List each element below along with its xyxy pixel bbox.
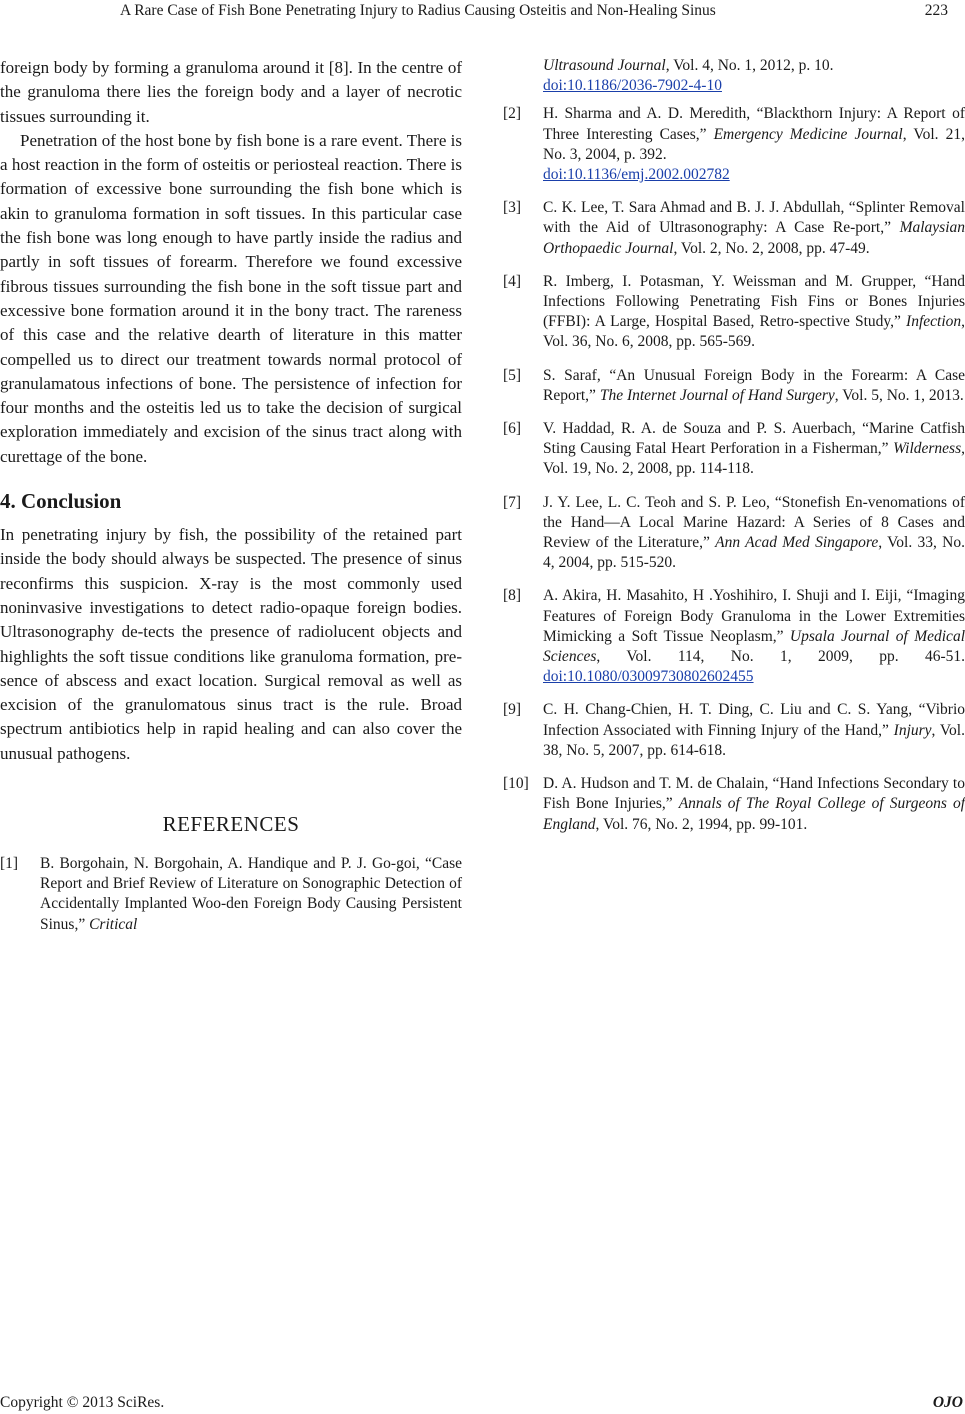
reference-number: [1] (0, 855, 19, 873)
references-list-left (0, 854, 462, 935)
reference-details: , Vol. 38, No. 5, 2007, pp. 614-618. (543, 721, 965, 759)
reference-journal: Upsala Journal of Medical Sciences (543, 627, 965, 666)
reference-journal: Ultrasound Journal (543, 57, 666, 74)
paragraph-continuation: foreign body by forming a granuloma around it [8]. In the centre of the granuloma there lies the foreign body and a layer of necrotic tissues surrounding it. (0, 58, 462, 126)
reference-details: , Vol. 114, No. 1, 2009, pp. 46-51. (596, 648, 965, 666)
reference-number: [7] (503, 493, 522, 511)
reference-number: [10] (503, 775, 529, 793)
reference-details: , Vol. 5, No. 1, 2013. (834, 386, 964, 404)
reference-details: , Vol. 19, No. 2, 2008, pp. 114-118. (543, 440, 965, 478)
reference-item-2 (503, 104, 965, 185)
copyright-notice: Copyright © 2013 SciRes. (0, 1394, 165, 1411)
reference-text: V. Haddad, R. A. de Souza and P. S. Auerbach, “Marine Catfish Sting Causing Fatal Heart Perforation in a Fisherman,” (543, 420, 965, 458)
reference-text: S. Saraf, “An Unusual Foreign Body in the Forearm: A Case Report,” (543, 366, 965, 404)
reference-text: A. Akira, H. Masahito, H .Yoshihiro, I. Shuji and I. Eiji, “Imaging Features of Foreign Body Granuloma in the Lower Extremities Mimicking a Soft Tissue Neoplasm,” (543, 587, 965, 645)
reference-number: [2] (503, 105, 522, 123)
reference-details: , Vol. 33, No. 4, 2004, pp. 515-520. (543, 534, 965, 572)
doi-link[interactable]: doi:10.1136/emj.2002.002782 (543, 166, 730, 184)
reference-text: B. Borgohain, N. Borgohain, A. Handique and P. J. Go-goi, “Case Report and Brief Review of Literature on Sonographic Detection of Accidentally Implanted Woo-den Foreign Body Causing Persistent Sinus,” (40, 855, 462, 933)
reference-item-10 (503, 774, 965, 835)
page-number: 223 (924, 2, 948, 19)
reference-details: , Vol. 21, No. 3, 2004, p. 392. (543, 125, 965, 163)
reference-text: R. Imberg, I. Potasman, Y. Weissman and M. Grupper, “Hand Infections Following Penetrating Fish Fins or Bones Injuries (FFBI): A Large, Hospital Based, Retro-spective Study,” (543, 272, 965, 331)
reference-details: , Vol. 2, No. 2, 2008, pp. 47-49. (673, 239, 870, 257)
reference-item-3 (503, 198, 965, 259)
reference-number: [6] (503, 420, 522, 438)
reference-number: [9] (503, 701, 522, 719)
running-header (0, 0, 965, 26)
doi-link[interactable]: doi:10.1186/2036-7902-4-10 (543, 77, 722, 95)
paragraph-discussion: Penetration of the host bone by fish bone is a rare event. There is a host reaction in the form of osteitis or periosteal reaction. There is formation of excessive bone surrounding the fish bone which is akin to granuloma formation in soft tissues. In this particular case the fish bone was long enough to have partly inside the radius and partly in soft tissues of forearm. Therefore we found excessive fibrous tissues surrounding the fish bone in the soft tissue part and excessive bone formation around it in the bony tract. The rareness of this case and the relative dearth of literature in this matter compelled us to direct our treatment towards normal protocol of granulamatous infections of bone. The persistence of infection for four months and the osteitis led us to take the decision of surgical exploration immediately and excision of the sinus tract along with curettage of the bone. (0, 130, 462, 466)
reference-journal: Critical (89, 915, 138, 933)
conclusion-heading: 4. Conclusion (0, 489, 122, 514)
left-column (0, 56, 462, 948)
reference-journal: Annals of The Royal College of Surgeons of England (543, 795, 965, 833)
reference-item-1 (0, 854, 462, 935)
reference-number: [3] (503, 199, 522, 217)
reference-details: , Vol. 36, No. 6, 2008, pp. 565-569. (543, 313, 965, 351)
page-footer (0, 1393, 965, 1414)
references-heading: REFERENCES (162, 812, 300, 837)
reference-journal: Wilderness (893, 440, 962, 458)
reference-number: [5] (503, 366, 522, 384)
reference-journal: The Internet Journal of Hand Surgery (599, 386, 835, 404)
conclusion-paragraph: In penetrating injury by fish, the possibility of the retained part inside the body should always be suspected. The presence of sinus reconfirms this suspicion. X-ray is the most commonly used noninvasive investigations to detect radio-opaque foreign bodies. Ultrasonography de-tects the presence of radiolucent objects and highlights the soft tissue conditions like granuloma formation, pre-sence of abscess and exact location. Surgical removal as well as excision of the granulomatous sinus tract is the rule. Broad spectrum antibiotics help in rapid healing and can also cover the unusual pathogens. (0, 525, 462, 763)
reference-details: , Vol. 76, No. 2, 1994, pp. 99-101. (595, 815, 808, 833)
reference-number: [4] (503, 272, 522, 290)
reference-item-5 (503, 366, 965, 406)
reference-item-8 (503, 586, 965, 687)
reference-text: C. K. Lee, T. Sara Ahmad and B. J. J. Abdullah, “Splinter Removal with the Aid of Ultrasonography: A Case Re-port,” (543, 199, 965, 237)
running-title: A Rare Case of Fish Bone Penetrating Injury to Radius Causing Osteitis and Non-Healing Sinus (120, 2, 716, 19)
reference-journal: Emergency Medicine Journal (713, 125, 903, 143)
references-list-right (503, 56, 965, 835)
reference-journal: Malaysian Orthopaedic Journal (543, 219, 965, 257)
reference-journal: Injury (893, 721, 932, 739)
reference-item-6 (503, 419, 965, 480)
journal-abbreviation: OJO (932, 1394, 963, 1411)
reference-text: C. H. Chang-Chien, H. T. Ding, C. Liu and C. S. Yang, “Vibrio Infection Associated with Finning Injury of the Hand,” (543, 701, 965, 739)
reference-text: D. A. Hudson and T. M. de Chalain, “Hand Infections Secondary to Fish Bone Injuries,” (543, 775, 965, 813)
reference-item-1-continued (503, 56, 965, 96)
reference-details: , Vol. 4, No. 1, 2012, p. 10. (665, 57, 834, 74)
doi-link[interactable]: doi:10.1080/03009730802602455 (543, 668, 754, 686)
right-column (503, 56, 965, 848)
reference-item-4 (503, 272, 965, 353)
reference-number: [8] (503, 587, 522, 605)
reference-item-9 (503, 700, 965, 761)
reference-text: J. Y. Lee, L. C. Teoh and S. P. Leo, “Stonefish En-venomations of the Hand—A Local Marine Hazard: A Series of 8 Cases and Review of the Literature,” (543, 493, 965, 552)
reference-item-7 (503, 493, 965, 574)
reference-text: H. Sharma and A. D. Meredith, “Blackthorn Injury: A Report of Three Interesting Cases,” (543, 105, 965, 143)
reference-journal: Ann Acad Med Singapore (715, 534, 879, 552)
reference-journal: Infection (906, 313, 962, 331)
